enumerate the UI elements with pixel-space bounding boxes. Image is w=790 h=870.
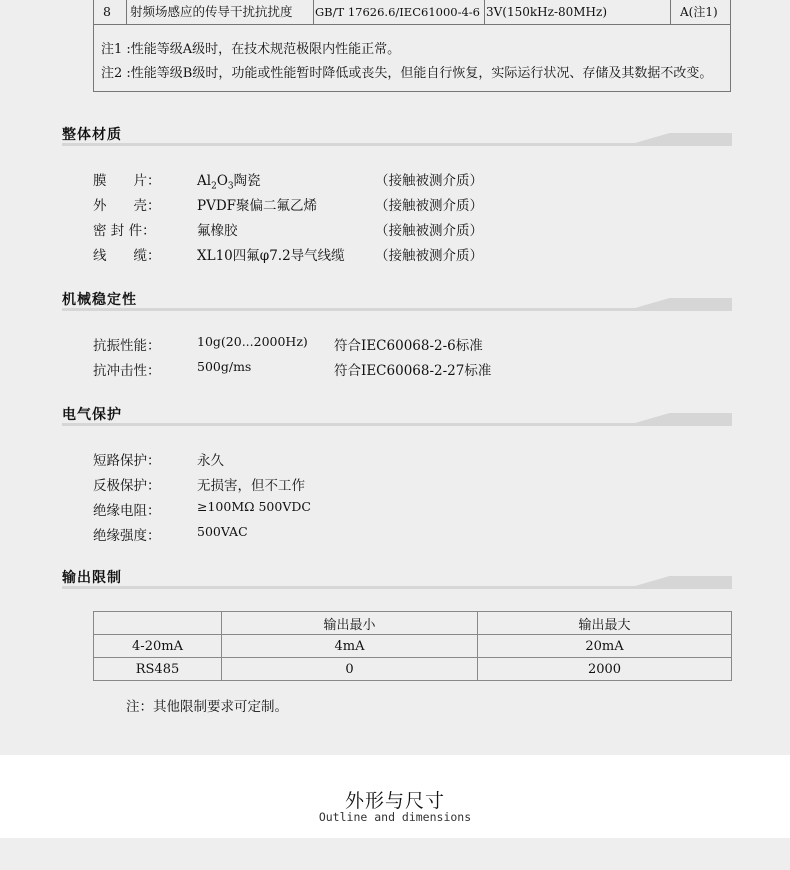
- emc-standard: GB/T 17626.6/IEC61000-4-6: [315, 5, 480, 19]
- emc-table: [93, 0, 731, 92]
- emc-no: 8: [103, 4, 111, 19]
- elec-label-reverse-polarity: 反极保护：: [93, 478, 161, 494]
- elec-value-reverse-polarity: 无损害，但不工作: [197, 478, 305, 494]
- table-cell: RS485: [94, 658, 222, 681]
- table-cell: 4-20mA: [94, 635, 222, 658]
- material-value-housing: PVDF聚偏二氟乙烯: [197, 198, 318, 214]
- material-note-seal: （接触被测介质）: [375, 223, 483, 239]
- mech-label-shock: 抗冲击性：: [93, 363, 161, 379]
- table-cell: 20mA: [478, 635, 732, 658]
- table-cell: 4mA: [222, 635, 478, 658]
- table-header-cell: [94, 612, 222, 635]
- banner-title-en: Outline and dimensions: [318, 810, 472, 824]
- elec-value-insulation-resistance: ≥100MΩ 500VDC: [197, 499, 311, 514]
- material-note-membrane: （接触被测介质）: [375, 173, 483, 189]
- material-label-housing: 外 壳：: [93, 198, 161, 214]
- material-label-cable: 线 缆：: [93, 248, 161, 264]
- emc-result: A(注1): [680, 5, 718, 19]
- elec-value-short-circuit: 永久: [197, 453, 224, 469]
- elec-label-insulation-resistance: 绝缘电阻：: [93, 503, 161, 519]
- emc-item: 射频场感应的传导干扰抗扰度: [130, 4, 293, 19]
- section-divider: [62, 586, 732, 589]
- mech-note-shock: 符合IEC60068-2-27标准: [334, 363, 492, 379]
- material-value-seal: 氟橡胶: [197, 223, 238, 239]
- section-title-mechanical: 机械稳定性: [62, 292, 137, 308]
- elec-label-insulation-strength: 绝缘强度：: [93, 528, 161, 544]
- section-title-electrical: 电气保护: [62, 407, 122, 423]
- emc-note-1: 注1 :性能等级A级时，在技术规范极限内性能正常。: [101, 42, 401, 57]
- mech-label-vibration: 抗振性能：: [93, 338, 161, 354]
- section-divider: [62, 143, 732, 146]
- section-title-output: 输出限制: [62, 570, 122, 586]
- table-row: [94, 635, 732, 658]
- emc-note-2: 注2 :性能等级B级时，功能或性能暂时降低或丧失，但能自行恢复，实际运行状况、存储及其数据不改变。: [101, 66, 713, 81]
- material-note-cable: （接触被测介质）: [375, 248, 483, 264]
- output-note: 注：其他限制要求可定制。: [126, 699, 288, 715]
- section-title-materials: 整体材质: [62, 127, 122, 143]
- table-header-cell: 输出最大: [478, 612, 732, 635]
- elec-label-short-circuit: 短路保护：: [93, 453, 161, 469]
- table-header-row: [94, 612, 732, 635]
- table-row: [94, 658, 732, 681]
- emc-row-8: [94, 0, 730, 25]
- material-value-cable: XL10四氟φ7.2导气线缆: [197, 248, 345, 264]
- emc-level: 3V(150kHz-80MHz): [486, 5, 608, 19]
- material-value-membrane: $Al_2O_3$陶瓷: [197, 173, 261, 192]
- banner-title-cn: 外形与尺寸: [344, 790, 445, 812]
- material-label-membrane: 膜 片：: [93, 173, 161, 189]
- table-header-cell: 输出最小: [222, 612, 478, 635]
- material-label-seal: 密 封 件：: [93, 223, 156, 239]
- section-divider: [62, 308, 732, 311]
- table-cell: 2000: [478, 658, 732, 681]
- mech-value-vibration: 10g(20...2000Hz): [197, 334, 308, 349]
- section-divider: [62, 423, 732, 426]
- table-cell: 0: [222, 658, 478, 681]
- elec-value-insulation-strength: 500VAC: [197, 524, 248, 539]
- mech-value-shock: 500g/ms: [197, 359, 252, 374]
- material-note-housing: （接触被测介质）: [375, 198, 483, 214]
- mech-note-vibration: 符合IEC60068-2-6标准: [334, 338, 483, 354]
- output-limit-table: [93, 611, 732, 681]
